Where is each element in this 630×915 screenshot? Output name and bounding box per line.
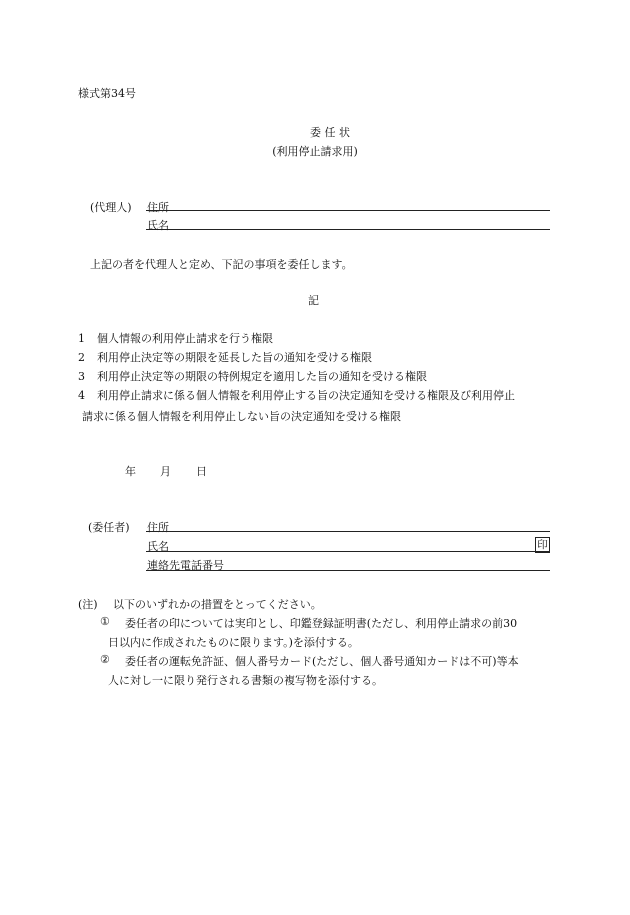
item-text: 個人情報の利用停止請求を行う権限 [97,332,273,345]
agent-address-label: 住所 [147,201,169,214]
agent-name-label: 氏名 [147,219,169,232]
principal-name-label: 氏名 [147,540,169,553]
item-number: 4 [78,389,85,402]
item-number: 3 [78,370,85,383]
principal-address-label: 住所 [147,521,169,534]
item-number: 2 [78,351,85,364]
seal-box: 印 [535,537,550,553]
date-day: 日 [196,465,207,478]
notes-intro: 以下のいずれかの措置をとってください。 [113,598,322,611]
note-mark: ② [100,653,110,666]
principal-address-field[interactable] [146,531,550,532]
list-item [78,349,372,365]
date-year: 年 [125,465,136,478]
agent-role-label: (代理人) [90,201,132,214]
note-text: 委任者の運転免許証、個人番号カード(ただし、個人番号通知カードは不可)等本 [125,655,519,668]
item-text: 利用停止決定等の期限の特例規定を適用した旨の通知を受ける権限 [97,370,427,383]
note-text-continuation: 人に対し一に限り発行される書類の複写物を添付する。 [108,674,383,687]
delegation-statement: 上記の者を代理人と定め、下記の事項を委任します。 [90,258,353,271]
principal-phone-field[interactable] [146,570,550,571]
list-item [78,368,427,384]
notes-label: (注) [78,598,98,611]
principal-name-field[interactable] [146,551,550,552]
item-text: 利用停止請求に係る個人情報を利用停止する旨の決定通知を受ける権限及び利用停止 [97,389,515,402]
agent-name-field[interactable] [146,229,550,230]
principal-phone-label: 連絡先電話番号 [147,559,224,572]
item-text: 利用停止決定等の期限を延長した旨の通知を受ける権限 [97,351,372,364]
document-subtitle: (利用停止請求用) [272,145,358,158]
date-month: 月 [160,465,171,478]
item-continuation: 請求に係る個人情報を利用停止しない旨の決定通知を受ける権限 [82,410,401,423]
principal-role-label: (委任者) [88,521,130,534]
item-number: 1 [78,332,85,345]
note-mark: ① [100,615,110,628]
list-item [78,387,515,403]
document-title: 委 任 状 [310,126,350,139]
note-text: 委任者の印については実印とし、印鑑登録証明書(ただし、利用停止請求の前30 [125,617,518,630]
list-item [78,330,273,346]
note-heading: 記 [308,294,319,307]
note-text-continuation: 日以内に作成されたものに限ります。)を添付する。 [108,636,359,649]
agent-address-field[interactable] [146,210,550,211]
form-number: 様式第34号 [78,87,136,100]
